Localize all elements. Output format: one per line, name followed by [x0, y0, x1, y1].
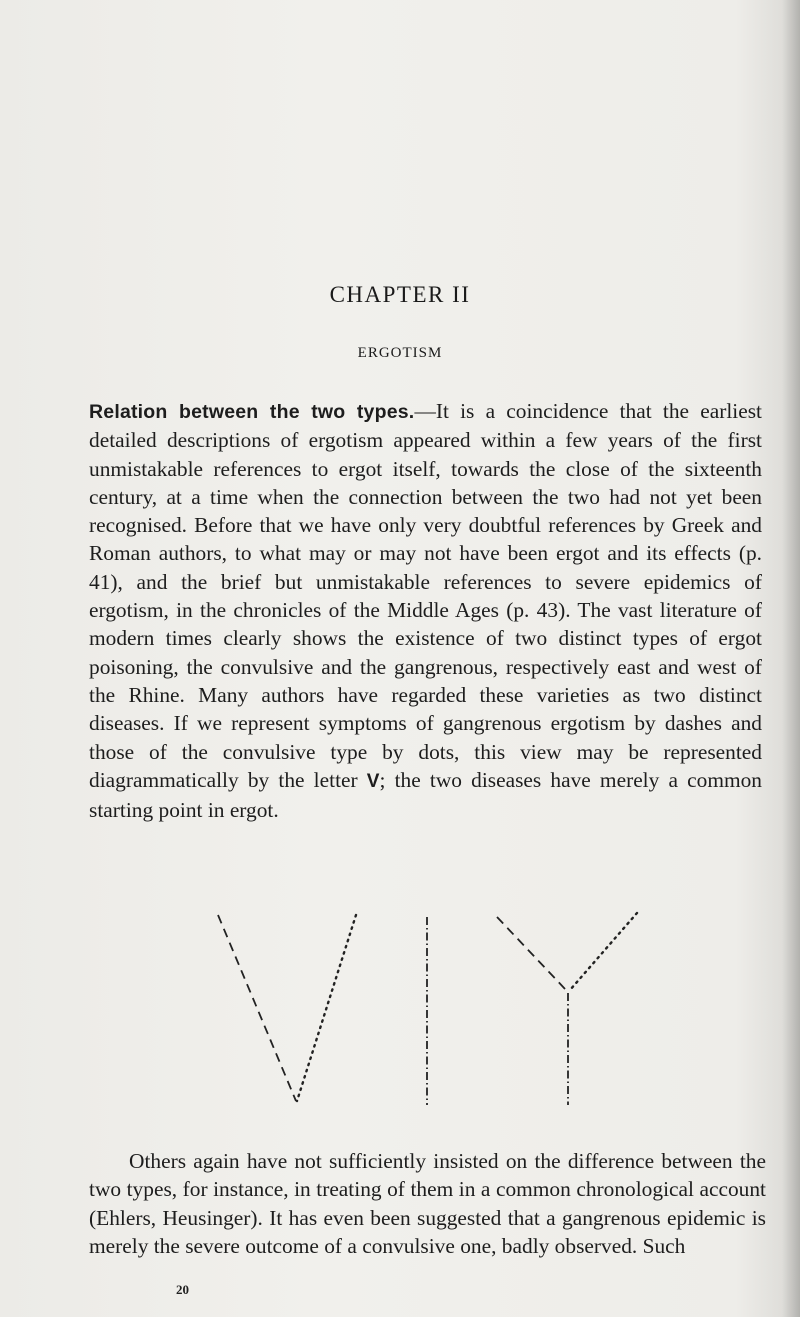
page-edge-shadow	[782, 0, 800, 1317]
paragraph-others: Others again have not sufficiently insisted on the difference between the two types, for instance, in treating of them in a common chronological account (Ehlers, Heusinger). It has even been suggested that a gangrenous epidemic is merely the severe outcome of a convulsive one, badly observed. Such	[89, 1149, 766, 1258]
letter-v: V	[366, 770, 380, 792]
diagram-figure-v	[218, 915, 356, 1101]
chapter-title: CHAPTER II	[329, 282, 471, 307]
paragraph-text-b: ; the two diseases have merely a common starting point in ergot.	[89, 767, 762, 823]
diagram-figure-y	[497, 913, 637, 1105]
y-convulsive-dots	[570, 913, 637, 990]
ergotism-diagram	[200, 905, 660, 1115]
em-dash: —	[414, 399, 436, 423]
section-title: ERGOTISM	[357, 345, 443, 361]
paragraph-text-a: It is a coincidence that the earliest detailed descriptions of ergotism appeared within a few years of the first unmistakable references to ergot itself, towards the close of the sixteenth century, at a time when the connection between the two had not yet been recognised. Before that we have only very doubtful references by Greek and Roman authors, to what may or may not have been ergot and its effects (p. 41), and the brief but unmistakable references to severe epidemics of ergotism, in the chronicles of the Middle Ages (p. 43). The vast literature of modern times clearly shows the existence of two distinct types of ergot poisoning, the convulsive and the gangrenous, respectively east and west of the Rhine. Many authors have regarded these varieties as two distinct diseases. If we represent symptoms of gangrenous ergotism by dashes and those of the convulsive type by dots, this view may be represented diagrammatically by the letter	[89, 399, 762, 792]
run-in-heading: Relation between the two types.	[89, 401, 415, 423]
v-gangrenous-dashes	[218, 915, 296, 1101]
v-convulsive-dots	[297, 915, 356, 1101]
paragraph-relation	[89, 397, 762, 824]
y-gangrenous-dashes	[497, 917, 566, 990]
page-number: 20	[176, 1282, 189, 1297]
